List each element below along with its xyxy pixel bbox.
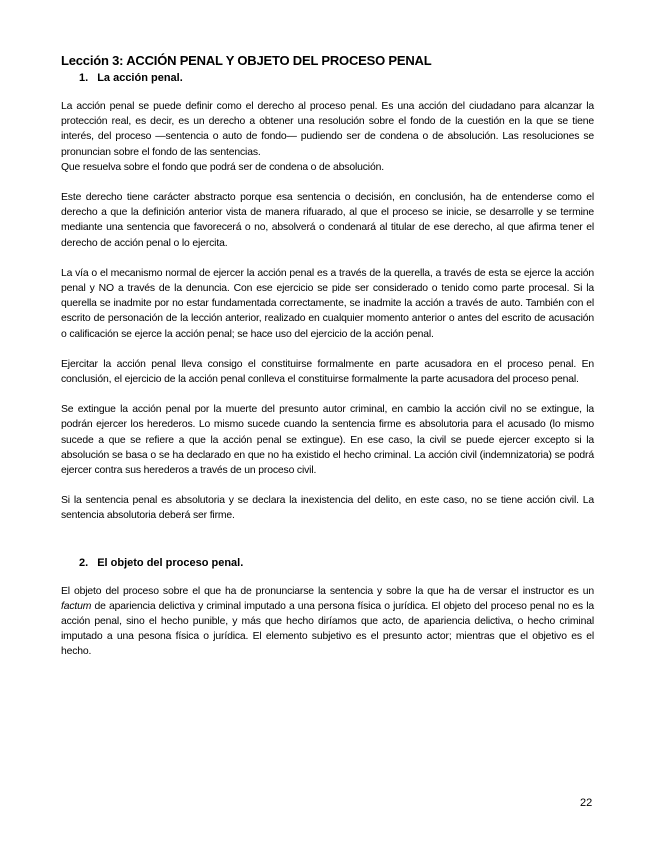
paragraph-parte-acusadora: Ejercitar la acción penal lleva consigo el constituirse formalmente en parte acusadora en el proceso penal. En conclusión, el ejercicio de la acción penal conlleva el constituirse formalmente la parte acusadora del proceso penal. [61,358,594,386]
paragraph-resolution-note: Que resuelva sobre el fondo que podrá ser de condena o de absolución. [61,161,384,173]
document-page [61,52,594,660]
factum-term: factum [61,600,92,612]
section-number: 2. [79,556,89,569]
section-number: 1. [79,72,89,84]
section-title: La acción penal. [97,72,183,84]
paragraph-abstract-right: Este derecho tiene carácter abstracto porque esa sentencia o decisión, en conclusión, ha de entenderse como el derecho a que la definición anterior vista de manera rifuarado, al que el proceso se inicie, se desarrolle y se termine mediante una sentencia que favorecerá o no, absolverá o condenará al titular de ese derecho, al que afirma tener el derecho de acción penal o lo ejercita. [61,192,594,249]
section-heading-objeto [79,556,594,571]
paragraph-extincion: Se extingue la acción penal por la muerte del presunto autor criminal, en cambio la acción civil no se extingue, la podrán ejercer los herederos. Lo mismo sucede cuando la sentencia firme es absolutoria para el acusado (lo mismo sucede a que se refiere a que la acción penal se extingue). En ese caso, la civil se puede ejercer excepto si la absolución se basa o se ha declarado en que no ha existido el hecho criminal. La acción civil (indemnizatoria) se podrá ejercer contra sus herederos a través de un proceso civil. [61,404,594,477]
paragraph-objeto [61,584,594,660]
lesson-title: Lección 3: ACCIÓN PENAL Y OBJETO DEL PROCESO PENAL [61,53,432,68]
section-title: El objeto del proceso penal. [97,556,244,569]
section-heading-accion-penal [79,71,594,86]
paragraph-sentencia-absolutoria: Si la sentencia penal es absolutoria y se declara la inexistencia del delito, en este caso, no se tiene acción civil. La sentencia absolutoria deberá ser firme. [61,495,594,522]
paragraph-objeto-start: El objeto del proceso sobre el que ha de pronunciarse la sentencia y sobre la que ha de versar el instructor es un [61,585,594,597]
paragraph-definition: La acción penal se puede definir como el derecho al proceso penal. Es una acción del ciudadano para alcanzar la protección real, es decir, es un derecho a obtener una resolución sobre el fondo de la cuestión en la que se tiene interés, del proceso —sentencia o auto de fondo— pudiendo ser de condena o de absolución. Las resoluciones se pronuncian sobre el fondo de las sentencias. [61,101,594,158]
paragraph-objeto-end: de apariencia delictiva y criminal imputado a una persona física o jurídica. El objeto del proceso penal no es la acción penal, sino el hecho punible, y más que hecho diríamos que acto, de apariencia delictiva, o hecho criminal imputado a una pesona física o jurídica. El elemento subjetivo es el presunto actor; mientras que el objetivo es el hecho. [61,600,594,658]
page-number: 22 [580,797,593,809]
paragraph-querella: La vía o el mecanismo normal de ejercer la acción penal es a través de la querella, a través de esta se ejerce la acción penal y NO a través de la denuncia. Con ese ejercicio se pide ser considerado o tenido como parte procesal. Si la querella se inadmite por no estar fundamentada correctamente, se inadmite la acción a través de auto. También con el escrito de personación de la lección anterior, realizado en cualquier momento anterior o antes del escrito de acusación o calificación se ejerce la acción penal; se hace uso del ejercicio de la acción penal. [61,267,594,340]
